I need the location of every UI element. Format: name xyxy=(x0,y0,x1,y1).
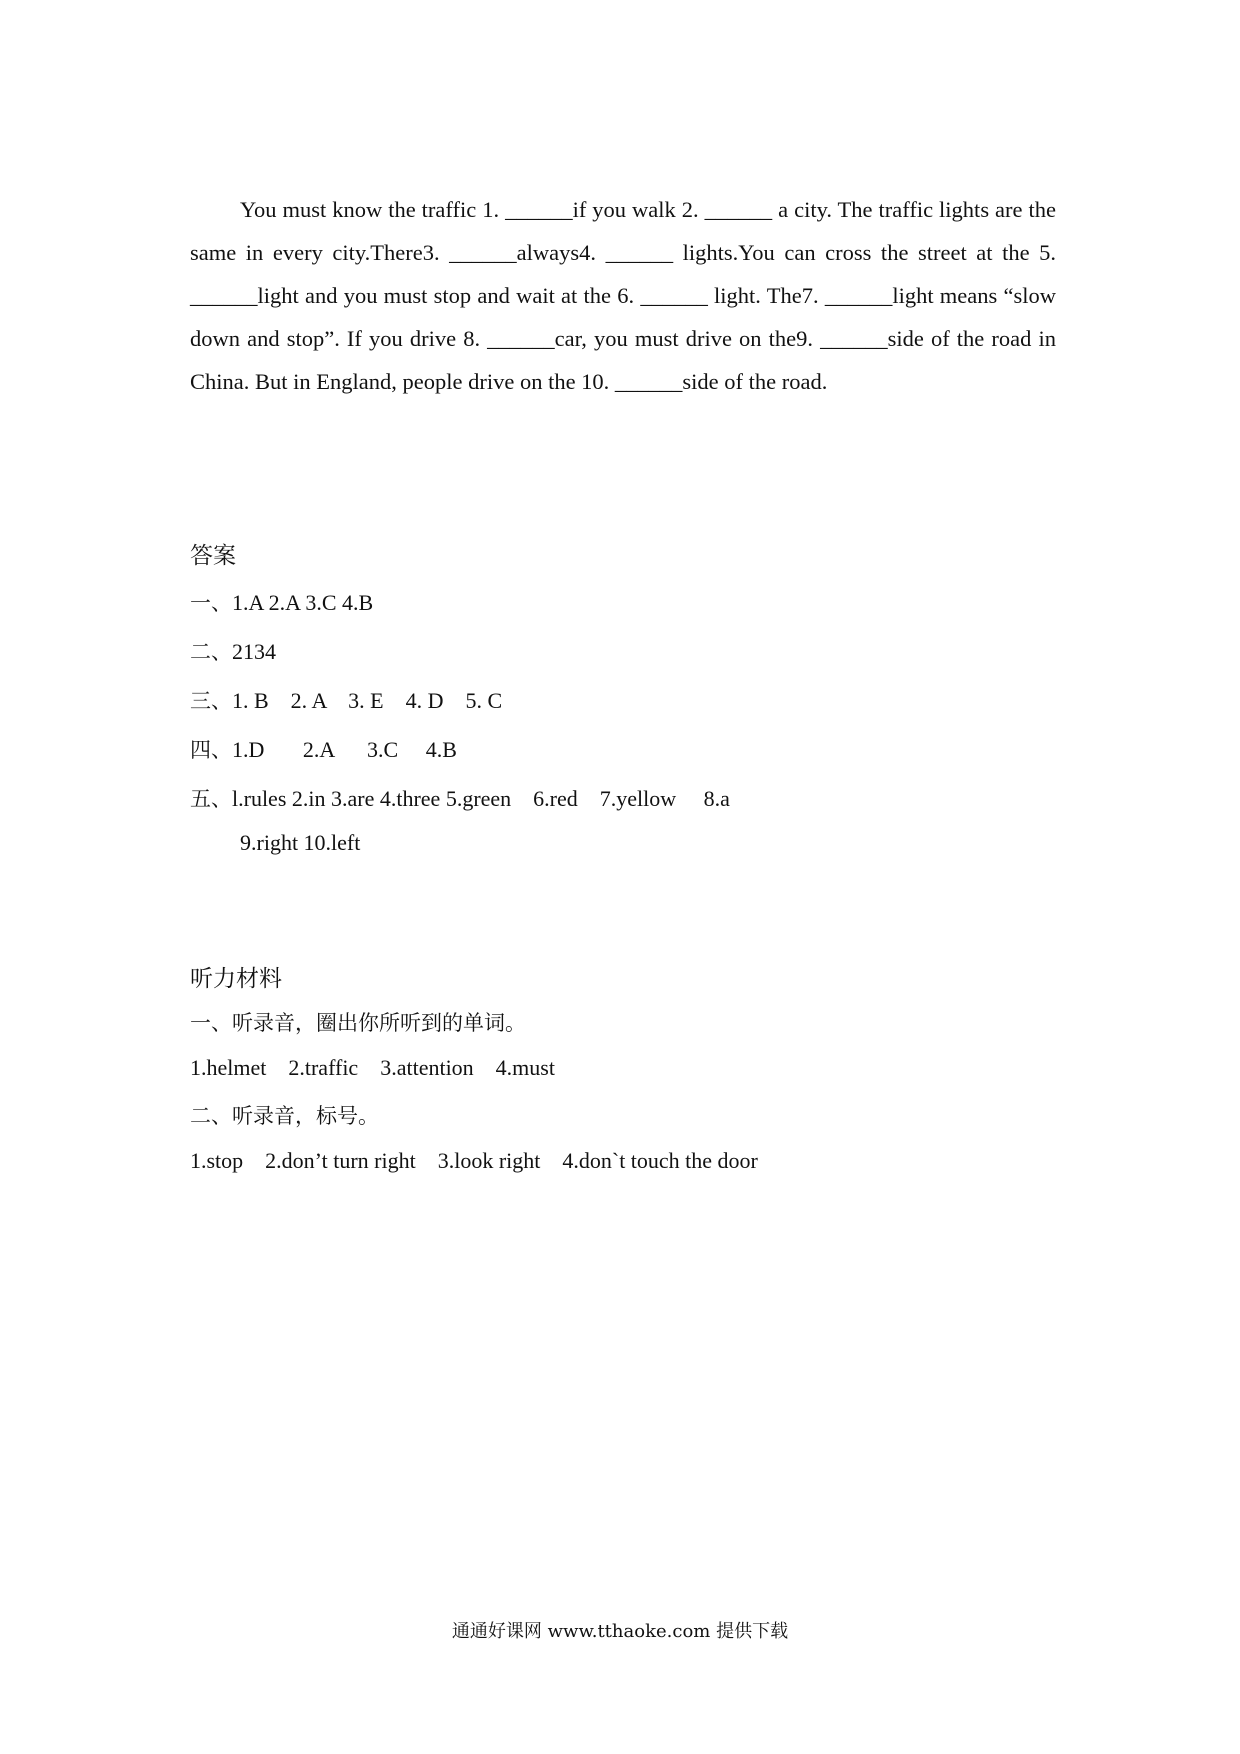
answer-text: 2134 xyxy=(232,639,276,664)
answer-text: 1. B 2. A 3. E 4. D 5. C xyxy=(232,688,503,713)
answers-title: 答案 xyxy=(190,543,236,569)
answer-line-2 xyxy=(190,636,276,666)
answer-text: l.rules 2.in 3.are 4.three 5.green 6.red 7.yellow 8.a xyxy=(232,786,730,811)
listening-q1-items: 1.helmet 2.traffic 3.attention 4.must xyxy=(190,1055,555,1080)
answer-line-5 xyxy=(190,783,730,813)
answer-text: 1.D 2.A 3.C 4.B xyxy=(232,737,457,762)
footer-source: 通通好课网 www.tthaoke.com 提供下载 xyxy=(451,1621,789,1642)
answer-number: 三、 xyxy=(190,689,232,713)
listening-q1-prompt: 一、听录音，圈出你所听到的单词。 xyxy=(190,1011,526,1035)
listening-q2-prompt: 二、听录音，标号。 xyxy=(190,1104,379,1128)
answer-number: 一、 xyxy=(190,591,232,615)
listening-title: 听力材料 xyxy=(190,966,282,992)
listening-q2-items: 1.stop 2.don’t turn right 3.look right 4.don`t touch the door xyxy=(190,1148,758,1173)
answer-line-3 xyxy=(190,685,502,715)
answer-number: 五、 xyxy=(190,787,232,811)
answer-number: 二、 xyxy=(190,640,232,664)
answer-number: 四、 xyxy=(190,738,232,762)
answer-line-4 xyxy=(190,734,457,764)
cloze-passage: You must know the traffic 1. ______if you walk 2. ______ a city. The traffic lights are the same in every city.There3. ______always4. ______ lights.You can cross the street at the 5. ______light and you must stop and wait at the 6. ______ light. The7. ______light means “slow down and stop”. If you drive 8. ______car, you must drive on the9. ______side of the road in China. But in England, people drive on the 10. ______side of the road. xyxy=(190,197,1056,394)
answer-line-5-continuation: 9.right 10.left xyxy=(240,830,361,855)
answer-line-1 xyxy=(190,587,373,617)
answer-text: 1.A 2.A 3.C 4.B xyxy=(232,590,374,615)
